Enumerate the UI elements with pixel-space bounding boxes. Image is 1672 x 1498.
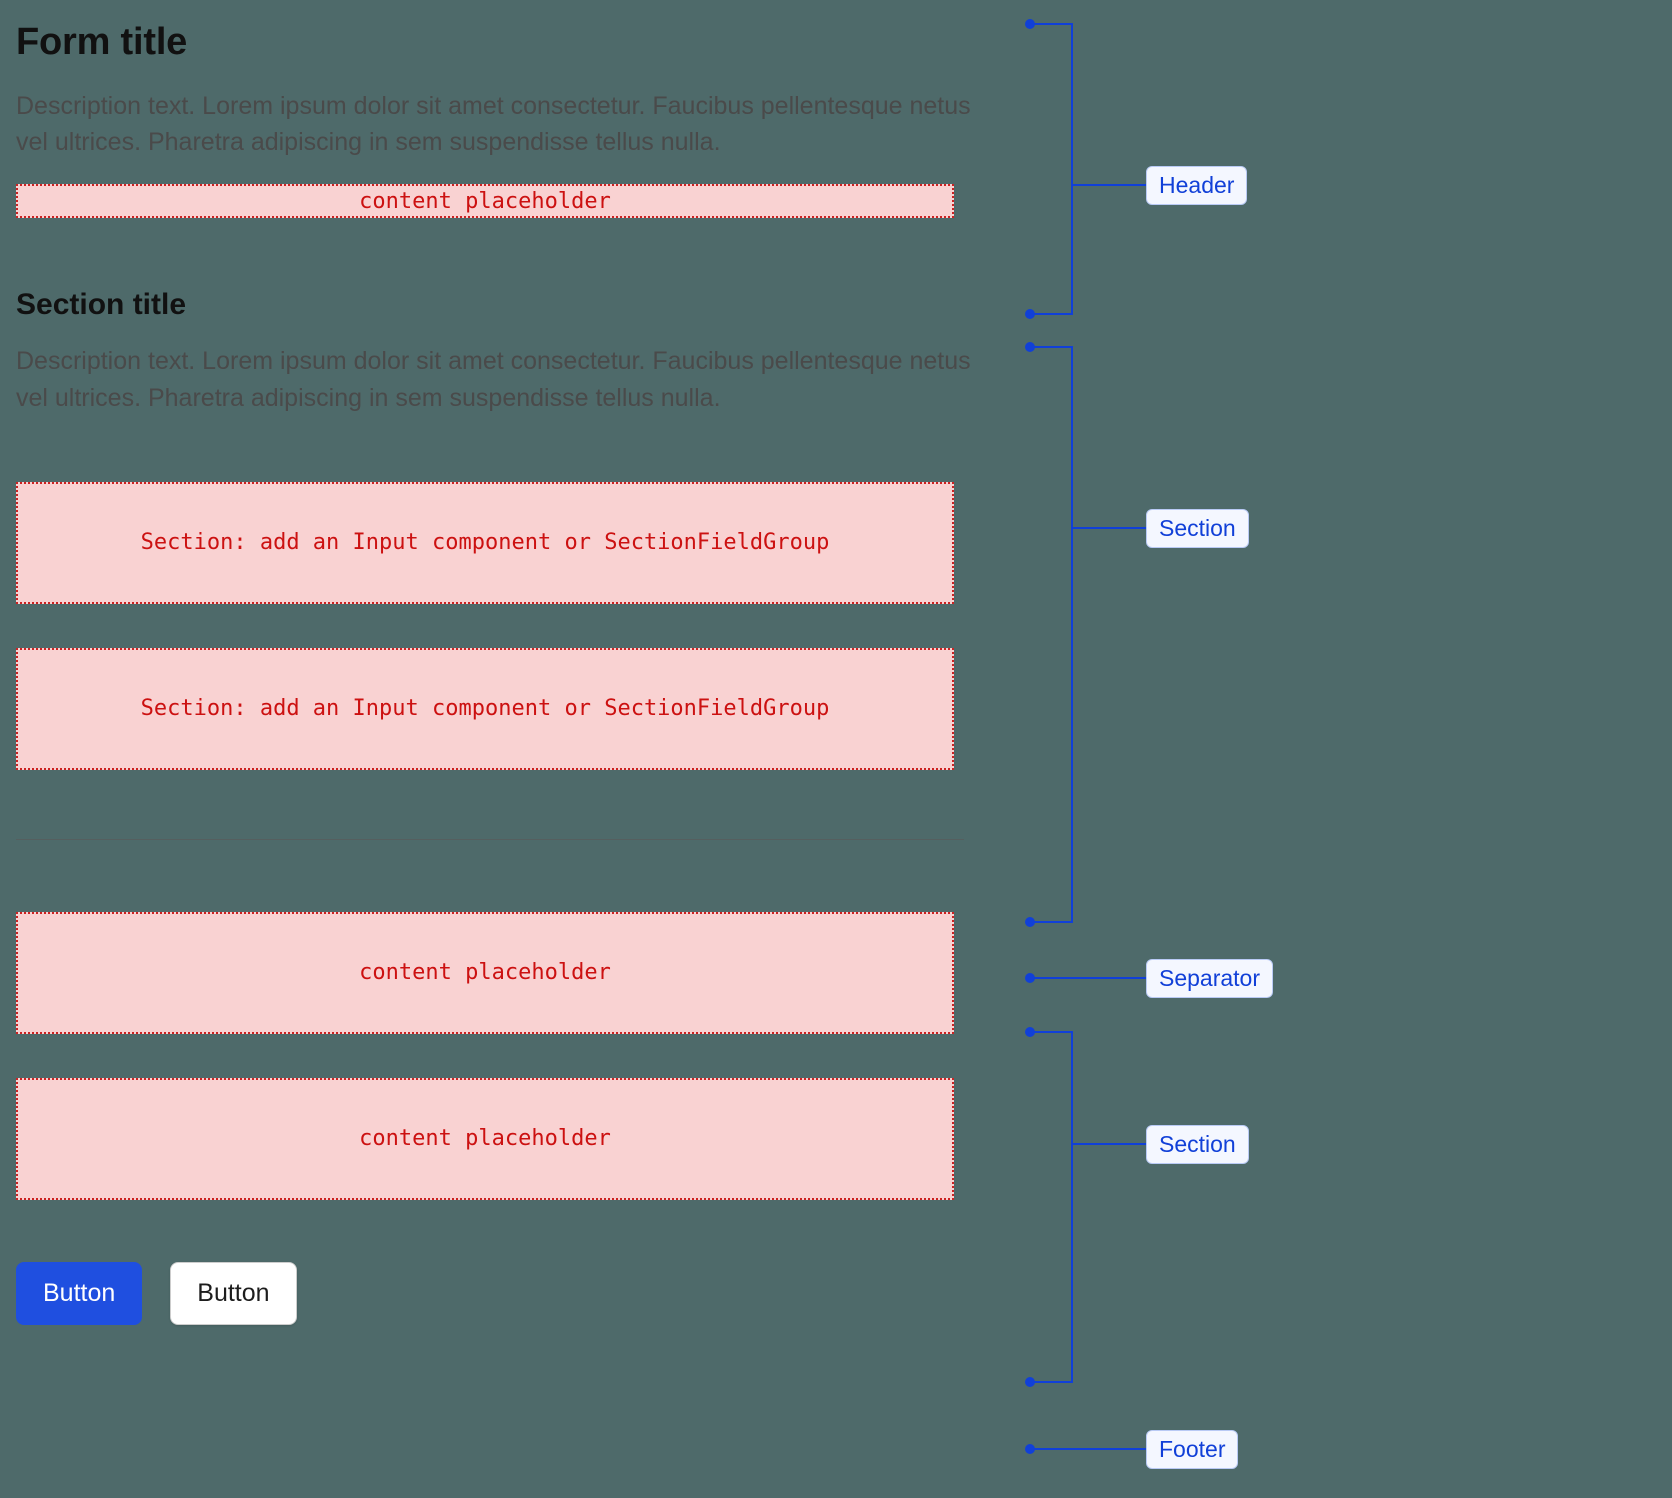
annotation-label-section-1[interactable]: Section (1146, 509, 1249, 548)
header-description: Description text. Lorem ipsum dolor sit amet consectetur. Faucibus pellentesque netus vel ultrices. Pharetra adipiscing in sem suspendisse tellus nulla. (16, 91, 971, 157)
section-field-placeholder-2: Section: add an Input component or SectionFieldGroup (16, 648, 954, 770)
secondary-button[interactable]: Button (170, 1262, 296, 1325)
annotation-label-footer[interactable]: Footer (1146, 1430, 1238, 1469)
primary-button[interactable]: Button (16, 1262, 142, 1325)
section-field-placeholder-1: Section: add an Input component or SectionFieldGroup (16, 482, 954, 604)
page-title: Form title (16, 21, 188, 63)
form-footer (16, 1262, 1016, 1325)
header-content-placeholder: content placeholder (16, 184, 954, 218)
annotation-label-section-2[interactable]: Section (1146, 1125, 1249, 1164)
section-title: Section title (16, 288, 187, 322)
section-description: Description text. Lorem ipsum dolor sit amet consectetur. Faucibus pellentesque netus vel ultrices. Pharetra adipiscing in sem suspendisse tellus nulla. (16, 347, 971, 412)
separator (16, 839, 964, 840)
annotation-label-separator[interactable]: Separator (1146, 959, 1273, 998)
annotation-label-header[interactable]: Header (1146, 166, 1247, 205)
section2-content-placeholder-2: content placeholder (16, 1078, 954, 1200)
section2-content-placeholder-1: content placeholder (16, 912, 954, 1034)
form-preview (16, 0, 1016, 1325)
